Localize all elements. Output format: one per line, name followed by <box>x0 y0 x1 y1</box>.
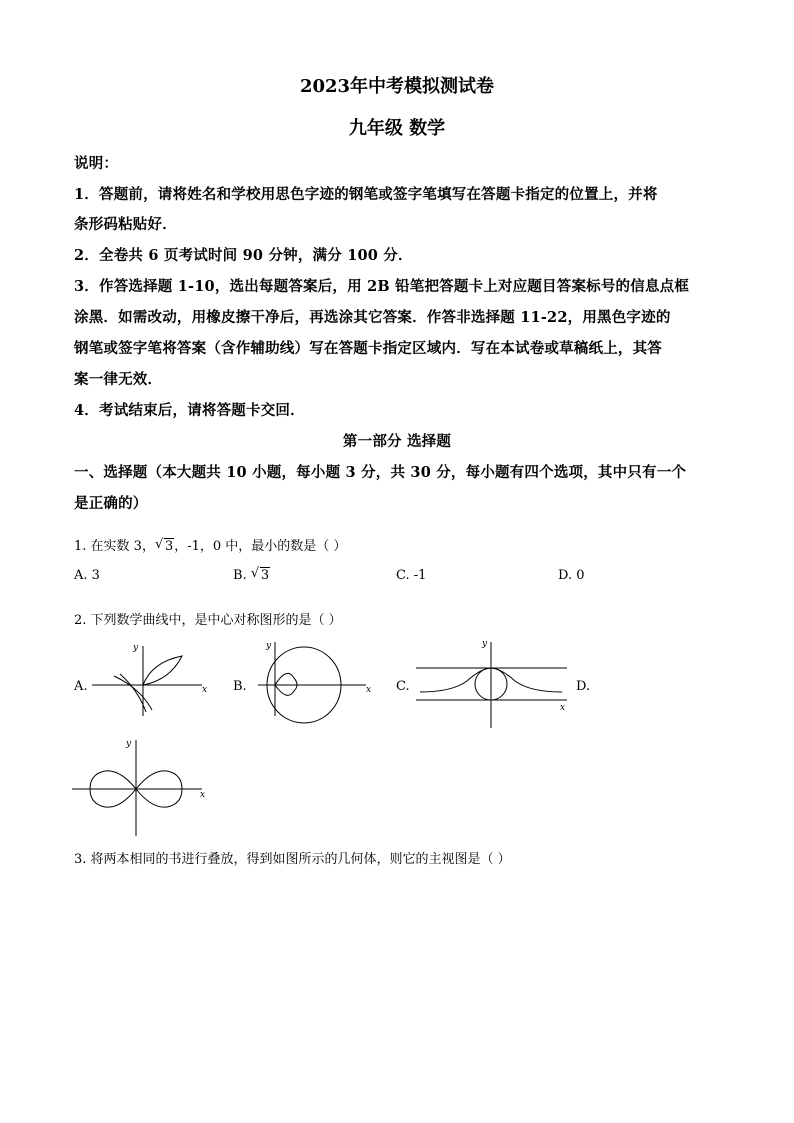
q2-figure-c <box>412 636 572 716</box>
instruction-2: 2．全卷共 6 页考试时间 90 分钟，满分 100 分． <box>74 247 413 264</box>
curve-branch <box>120 674 146 712</box>
sqrt-3: √ 3 <box>154 537 174 554</box>
q1-option-d[interactable]: D. 0 <box>558 568 585 583</box>
q1-option-c[interactable]: C. -1 <box>396 568 427 583</box>
q2-option-b-label[interactable]: B. <box>233 679 247 694</box>
inner-loop <box>275 673 297 695</box>
q2-figure-a <box>90 636 210 716</box>
q2-option-a-label[interactable]: A. <box>74 679 88 694</box>
leaf-curve <box>143 656 182 685</box>
sqrt-3: √ 3 <box>250 566 270 583</box>
q2-option-c-label[interactable]: C. <box>396 679 410 694</box>
q1-option-a[interactable]: A. 3 <box>74 568 100 583</box>
question-1-suffix: ，-1，0 中，最小的数是（ ） <box>174 539 347 554</box>
question-3: 3. 将两本相同的书进行叠放，得到如图所示的几何体，则它的主视图是（ ） <box>74 852 511 867</box>
x-axis-label: x <box>366 685 372 695</box>
instructions-heading: 说明： <box>74 155 119 172</box>
instruction-4: 4．考试结束后，请将答题卡交回． <box>74 402 305 419</box>
x-axis-label: x <box>202 685 208 695</box>
q2-option-d-label[interactable]: D. <box>576 679 591 694</box>
instruction-3-line-3: 钢笔或签字笔将答案（含作辅助线）写在答题卡指定区域内．写在本试卷或草稿纸上，其答 <box>74 340 662 357</box>
exam-title: 2023年中考模拟测试卷 <box>299 76 495 97</box>
q2-figure-d <box>70 736 210 841</box>
exam-subtitle: 九年级 数学 <box>348 118 446 139</box>
instruction-3-line-4: 案一律无效． <box>74 371 163 388</box>
section-heading-line-2: 是正确的） <box>74 495 148 512</box>
q2-figure-b <box>254 636 374 716</box>
instruction-3-line-2: 涂黑．如需改动，用橡皮擦干净后，再选涂其它答案．作答非选择题 11-22，用黑色字迹的 <box>74 309 671 326</box>
y-axis-label: y <box>266 641 272 651</box>
q1-option-b-label: B. <box>233 568 247 583</box>
instruction-3-line-1: 3．作答选择题 1-10，选出每题答案后，用 2B 铅笔把答题卡上对应题目答案标号的信息点框 <box>74 278 690 295</box>
part-one-heading: 第一部分 选择题 <box>342 433 452 450</box>
x-axis-label: x <box>200 790 206 800</box>
instruction-1-line-1: 1．答题前，请将姓名和学校用思色字迹的钢笔或签字笔填写在答题卡指定的位置上，并将 <box>74 186 658 203</box>
y-axis-label: y <box>126 739 132 749</box>
y-axis-label: y <box>133 643 139 653</box>
question-2: 2. 下列数学曲线中，是中心对称图形的是（ ） <box>74 613 342 628</box>
y-axis-label: y <box>482 639 488 649</box>
q1-option-b[interactable] <box>233 568 270 583</box>
x-axis-label: x <box>560 703 566 713</box>
curve-branch <box>114 676 152 710</box>
instruction-1-line-2: 条形码粘贴好． <box>74 216 177 233</box>
question-1-prefix: 1. 在实数 3， <box>74 539 155 554</box>
question-1 <box>74 535 346 554</box>
section-heading-line-1: 一、选择题（本大题共 10 小题，每小题 3 分，共 30 分，每小题有四个选项，其中只有一个 <box>74 464 687 481</box>
